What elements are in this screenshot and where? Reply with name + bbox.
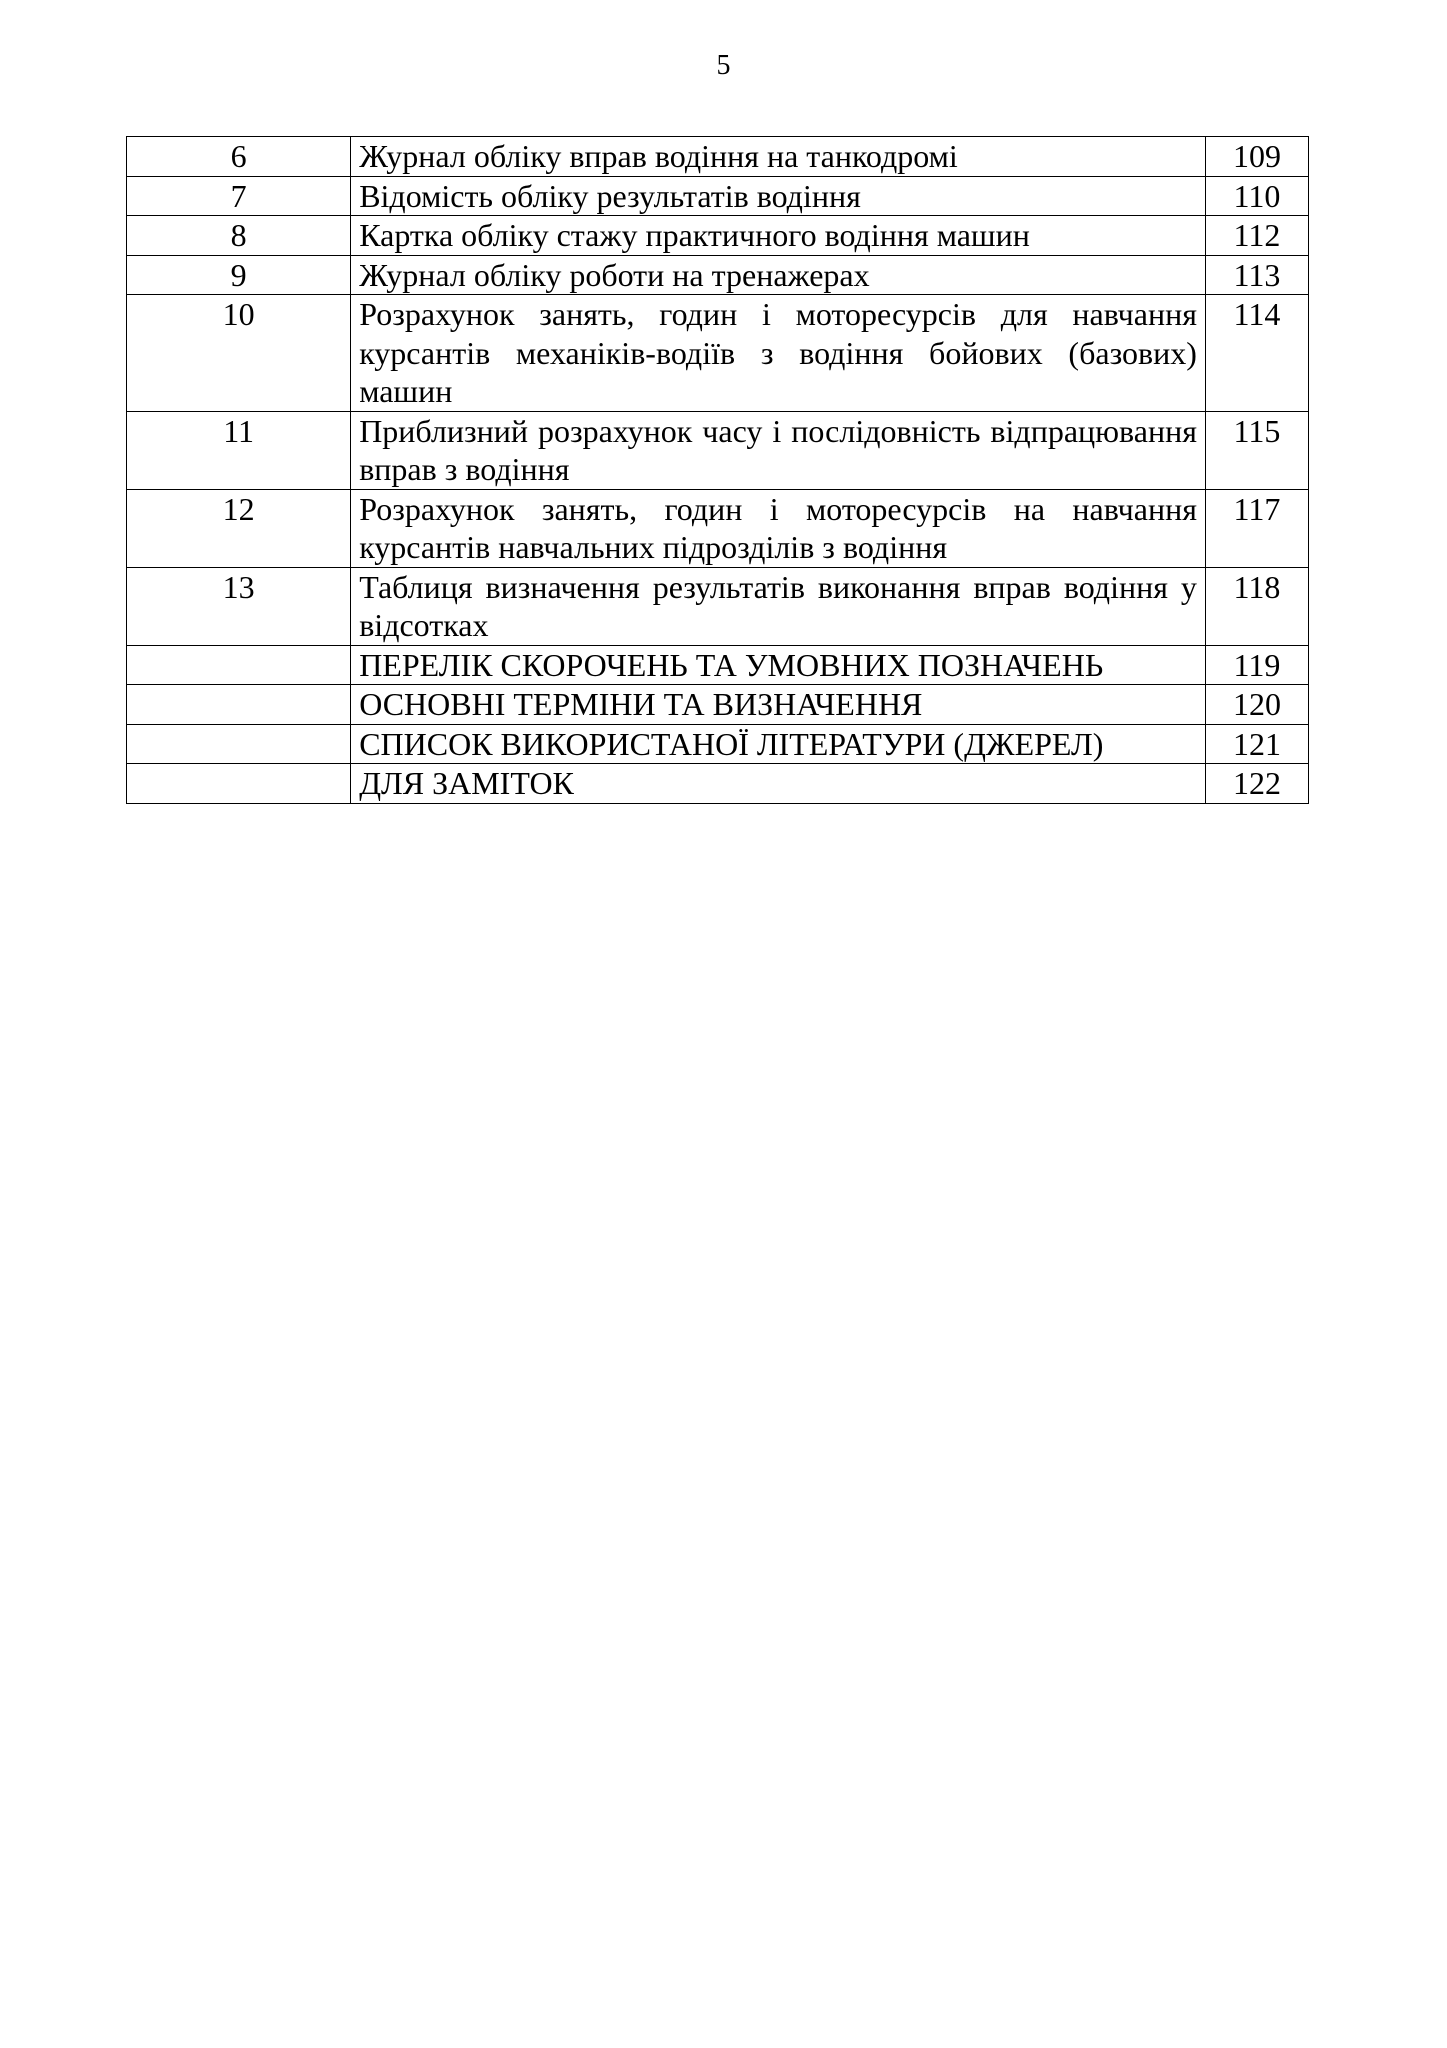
row-title: Картка обліку стажу практичного водіння машин [351,216,1206,256]
row-page: 112 [1205,216,1308,256]
row-title: ОСНОВНІ ТЕРМІНИ ТА ВИЗНАЧЕННЯ [351,685,1206,725]
row-page: 118 [1205,567,1308,645]
row-page: 115 [1205,411,1308,489]
table-row [127,411,1309,489]
row-title: Приблизний розрахунок часу і послідовність відпрацювання вправ з водіння [351,411,1206,489]
row-title: ДЛЯ ЗАМІТОК [351,764,1206,804]
row-number [127,764,351,804]
table-row [127,255,1309,295]
row-title: Розрахунок занять, годин і моторесурсів на навчання курсантів навчальних підрозділів з водіння [351,489,1206,567]
table-row [127,216,1309,256]
row-number [127,685,351,725]
table-row [127,295,1309,412]
row-number: 12 [127,489,351,567]
row-page: 122 [1205,764,1308,804]
row-title: Таблиця визначення результатів виконання вправ водіння у відсотках [351,567,1206,645]
row-page: 110 [1205,176,1308,216]
row-page: 113 [1205,255,1308,295]
row-number: 10 [127,295,351,412]
row-page: 114 [1205,295,1308,412]
row-title: ПЕРЕЛІК СКОРОЧЕНЬ ТА УМОВНИХ ПОЗНАЧЕНЬ [351,645,1206,685]
row-page: 119 [1205,645,1308,685]
row-number: 9 [127,255,351,295]
row-page: 121 [1205,724,1308,764]
row-title: СПИСОК ВИКОРИСТАНОЇ ЛІТЕРАТУРИ (ДЖЕРЕЛ) [351,724,1206,764]
row-page: 120 [1205,685,1308,725]
table-row [127,724,1309,764]
row-title: Журнал обліку вправ водіння на танкодромі [351,137,1206,177]
row-title: Відомість обліку результатів водіння [351,176,1206,216]
row-number [127,724,351,764]
row-page: 109 [1205,137,1308,177]
table-row [127,645,1309,685]
row-number: 8 [127,216,351,256]
row-page: 117 [1205,489,1308,567]
row-number: 13 [127,567,351,645]
table-row [127,685,1309,725]
row-title: Розрахунок занять, годин і моторесурсів для навчання курсантів механіків-водіїв з водіння бойових (базових) машин [351,295,1206,412]
row-number [127,645,351,685]
row-number: 6 [127,137,351,177]
table-row [127,764,1309,804]
row-number: 7 [127,176,351,216]
row-title: Журнал обліку роботи на тренажерах [351,255,1206,295]
table-row [127,567,1309,645]
table-row [127,176,1309,216]
table-row [127,489,1309,567]
table-row [127,137,1309,177]
table-of-contents [126,136,1309,804]
page-number: 5 [716,50,731,81]
row-number: 11 [127,411,351,489]
